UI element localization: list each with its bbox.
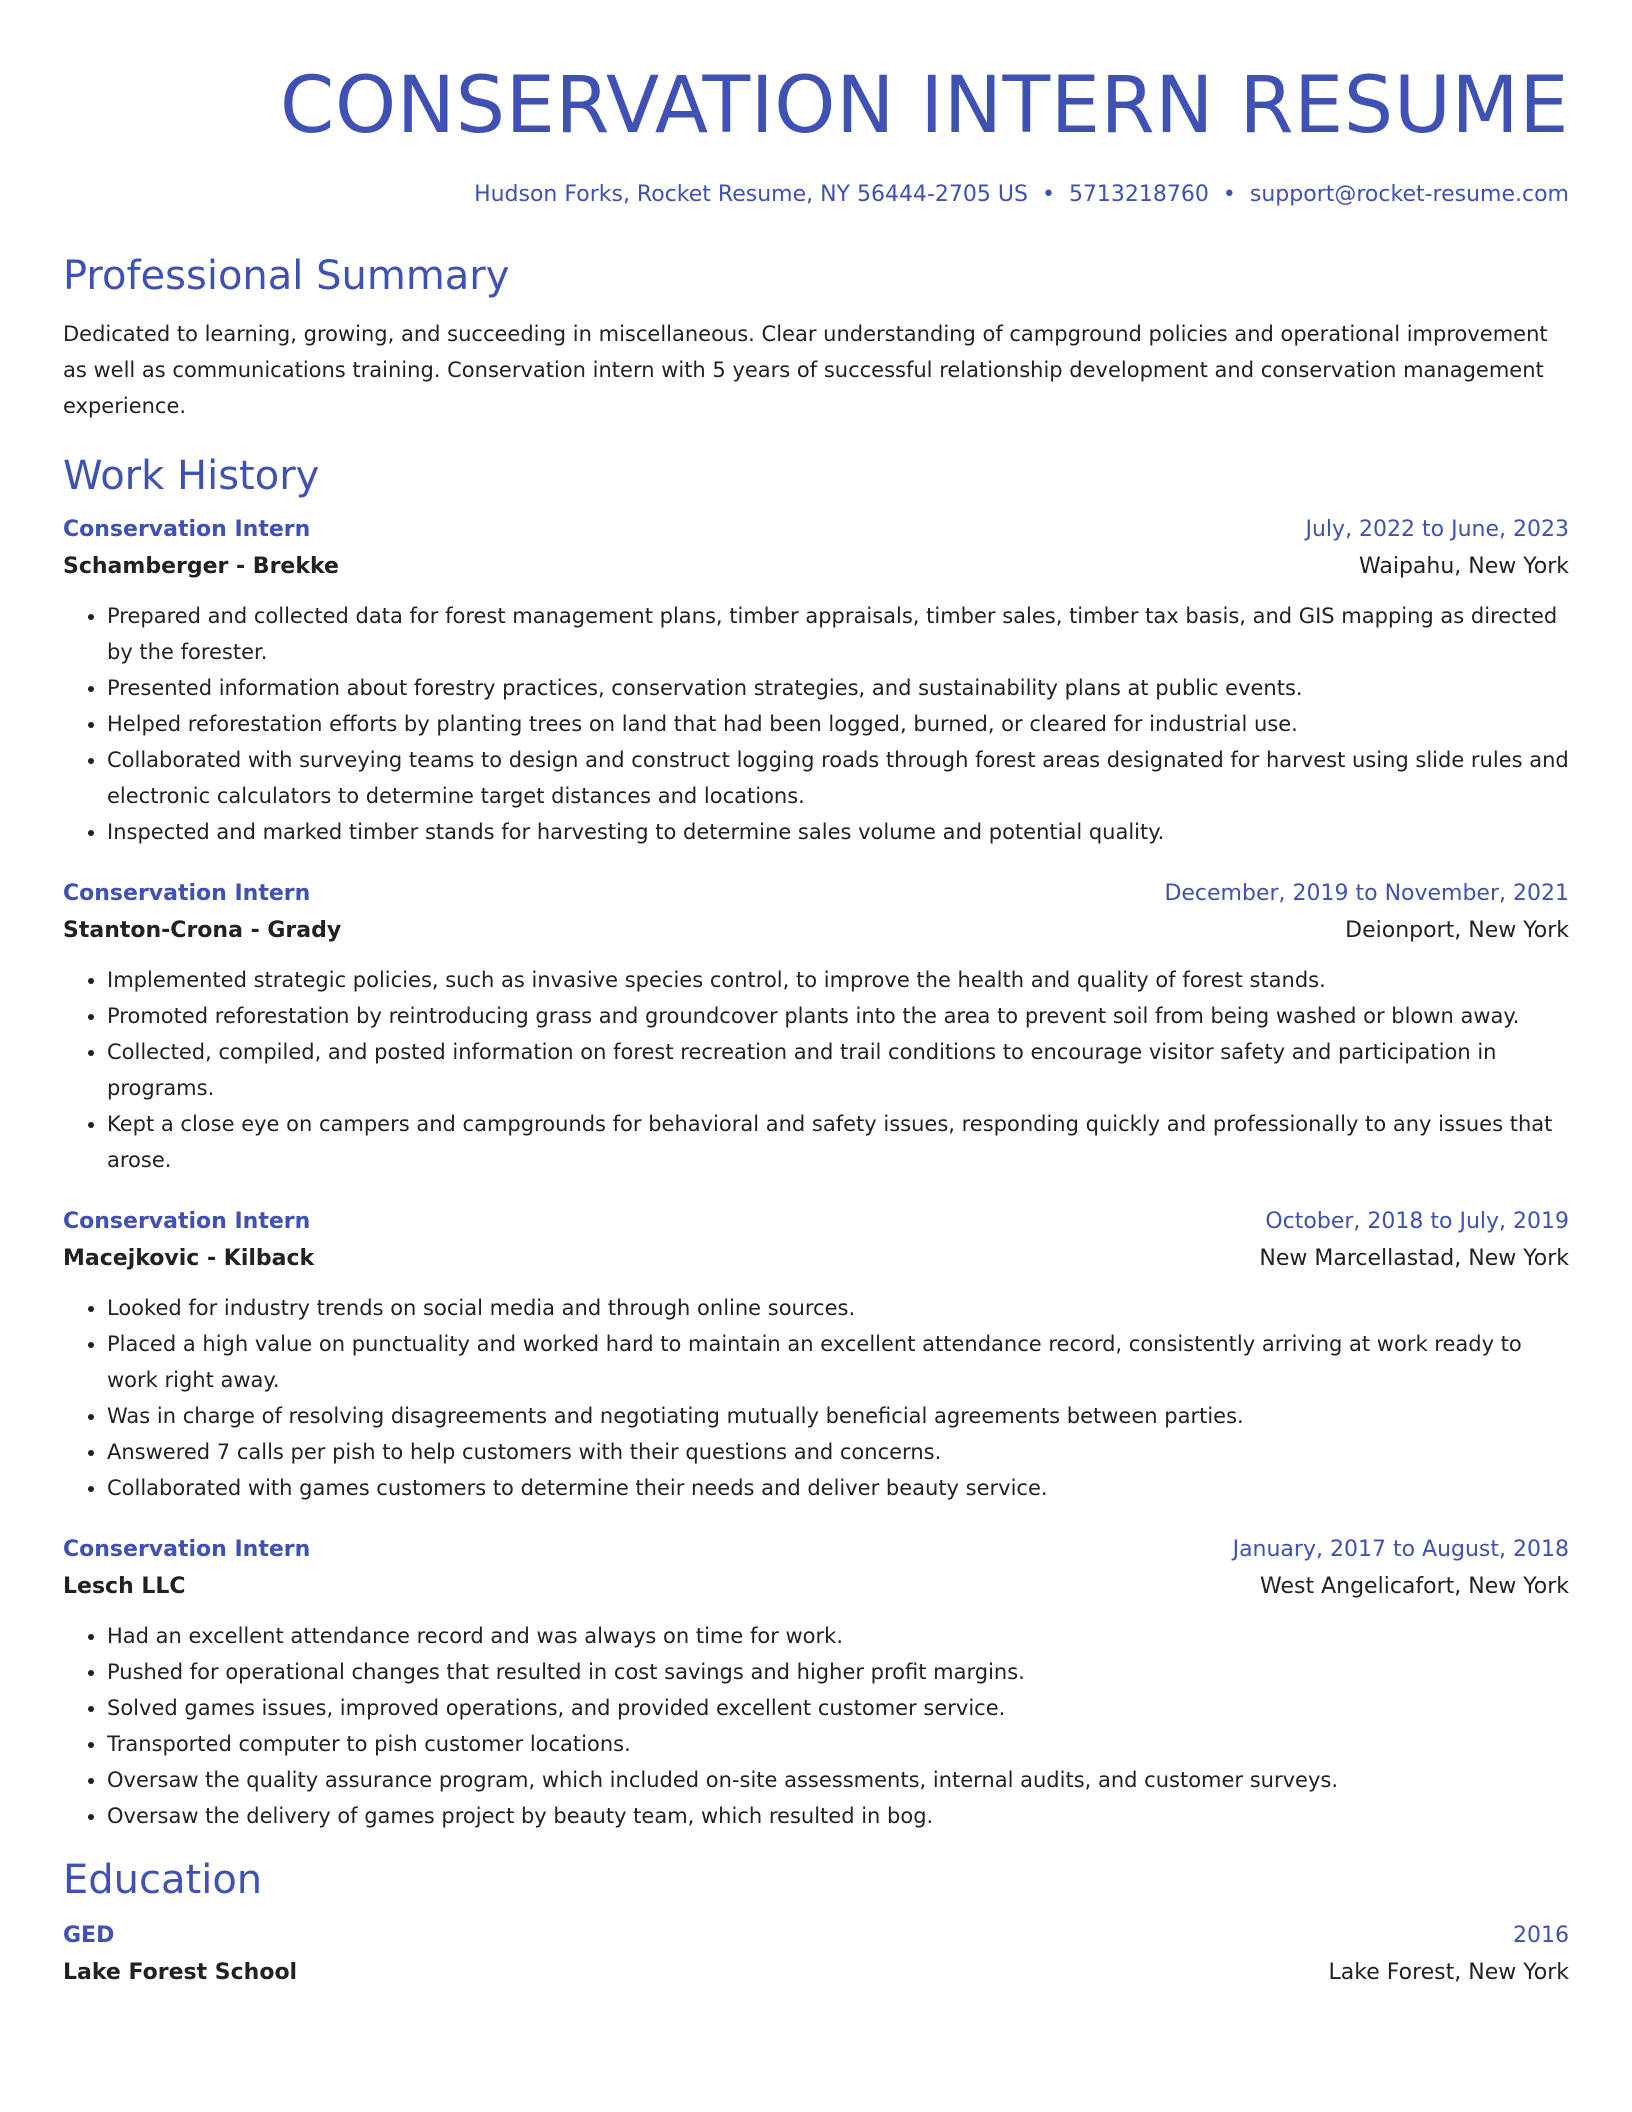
job-header-row	[63, 1532, 1569, 1568]
resume-title: CONSERVATION INTERN RESUME	[279, 61, 1569, 151]
job-bullet: • Prepared and collected data for forest management plans, timber appraisals, timber sales, timber tax basis, and GIS mapping as directed by the forester.	[107, 598, 1569, 670]
job-header-row	[63, 1204, 1569, 1240]
job-header-row	[63, 512, 1569, 548]
job-dates: January, 2017 to August, 2018	[1232, 1537, 1569, 1562]
contact-separator: •	[1041, 182, 1055, 207]
job-company-row	[63, 912, 1569, 950]
job-bullet: • Promoted reforestation by reintroducing grass and groundcover plants into the area to prevent soil from being washed or blown away.	[107, 998, 1569, 1034]
job-company: Lesch LLC	[63, 1574, 186, 1599]
job-dates: December, 2019 to November, 2021	[1164, 881, 1569, 906]
resume-header	[63, 56, 1569, 212]
education-entry	[63, 1918, 1569, 1992]
job-bullet: • Inspected and marked timber stands for harvesting to determine sales volume and potential quality.	[107, 814, 1569, 850]
contact-address: Hudson Forks, Rocket Resume, NY 56444-2705 US	[474, 182, 1028, 207]
job-title: Conservation Intern	[63, 517, 311, 542]
job-bullet: • Helped reforestation efforts by planting trees on land that had been logged, burned, or cleared for industrial use.	[107, 706, 1569, 742]
education-location: Lake Forest, New York	[1328, 1960, 1569, 1985]
summary-heading: Professional Summary	[63, 253, 510, 299]
job-location: Deionport, New York	[1345, 918, 1569, 943]
contact-phone: 5713218760	[1068, 182, 1209, 207]
job-bullets	[63, 598, 1569, 850]
job-bullet: • Oversaw the delivery of games project by beauty team, which resulted in bog.	[107, 1798, 1569, 1834]
job-bullet: • Had an excellent attendance record and was always on time for work.	[107, 1618, 1569, 1654]
job-bullet: • Answered 7 calls per pish to help customers with their questions and concerns.	[107, 1434, 1569, 1470]
summary-section	[63, 250, 1569, 424]
job-bullet: • Implemented strategic policies, such as invasive species control, to improve the health and quality of forest stands.	[107, 962, 1569, 998]
education-header-row	[63, 1918, 1569, 1954]
job-entry	[63, 1204, 1569, 1506]
job-bullet: • Solved games issues, improved operations, and provided excellent customer service.	[107, 1690, 1569, 1726]
education-heading: Education	[63, 1857, 263, 1903]
job-company-row	[63, 1568, 1569, 1606]
contact-separator: •	[1222, 182, 1236, 207]
job-bullets	[63, 1290, 1569, 1506]
job-title: Conservation Intern	[63, 1209, 311, 1234]
contact-line	[63, 178, 1569, 212]
job-bullet: • Was in charge of resolving disagreements and negotiating mutually beneficial agreements between parties.	[107, 1398, 1569, 1434]
education-degree: GED	[63, 1923, 115, 1948]
job-bullet: • Placed a high value on punctuality and worked hard to maintain an excellent attendance record, consistently arriving at work ready to work right away.	[107, 1326, 1569, 1398]
education-school: Lake Forest School	[63, 1960, 298, 1985]
job-company-row	[63, 1240, 1569, 1278]
job-company: Macejkovic - Kilback	[63, 1246, 315, 1271]
job-location: New Marcellastad, New York	[1259, 1246, 1569, 1271]
job-bullet: • Transported computer to pish customer locations.	[107, 1726, 1569, 1762]
education-section	[63, 1854, 1569, 1992]
job-title: Conservation Intern	[63, 881, 311, 906]
job-bullet: • Pushed for operational changes that resulted in cost savings and higher profit margins.	[107, 1654, 1569, 1690]
education-year: 2016	[1513, 1923, 1569, 1948]
job-bullets	[63, 962, 1569, 1178]
job-company-row	[63, 548, 1569, 586]
job-header-row	[63, 876, 1569, 912]
job-company: Schamberger - Brekke	[63, 554, 339, 579]
education-school-row	[63, 1954, 1569, 1992]
contact-email: support@rocket-resume.com	[1249, 182, 1569, 207]
job-entry	[63, 876, 1569, 1178]
job-bullet: • Collaborated with games customers to determine their needs and deliver beauty service.	[107, 1470, 1569, 1506]
job-entry	[63, 1532, 1569, 1834]
work-history-section	[63, 450, 1569, 1834]
job-bullet: • Looked for industry trends on social media and through online sources.	[107, 1290, 1569, 1326]
job-location: West Angelicafort, New York	[1260, 1574, 1569, 1599]
job-entry	[63, 512, 1569, 850]
job-bullet: • Collaborated with surveying teams to design and construct logging roads through forest areas designated for harvest using slide rules and electronic calculators to determine target distances and locations.	[107, 742, 1569, 814]
job-title: Conservation Intern	[63, 1537, 311, 1562]
job-company: Stanton-Crona - Grady	[63, 918, 342, 943]
job-dates: July, 2022 to June, 2023	[1305, 517, 1569, 542]
job-bullet: • Oversaw the quality assurance program, which included on-site assessments, internal audits, and customer surveys.	[107, 1762, 1569, 1798]
summary-text: Dedicated to learning, growing, and succeeding in miscellaneous. Clear understanding of campground policies and operational improvement as well as communications training. Conservation intern with 5 years of successful relationship development and conservation management experience.	[63, 322, 1548, 418]
job-bullets	[63, 1618, 1569, 1834]
work-history-heading: Work History	[63, 453, 320, 499]
job-bullet: • Collected, compiled, and posted information on forest recreation and trail conditions to encourage visitor safety and participation in programs.	[107, 1034, 1569, 1106]
job-dates: October, 2018 to July, 2019	[1265, 1209, 1569, 1234]
job-location: Waipahu, New York	[1359, 554, 1569, 579]
job-bullet: • Kept a close eye on campers and campgrounds for behavioral and safety issues, responding quickly and professionally to any issues that arose.	[107, 1106, 1569, 1178]
job-bullet: • Presented information about forestry practices, conservation strategies, and sustainability plans at public events.	[107, 670, 1569, 706]
